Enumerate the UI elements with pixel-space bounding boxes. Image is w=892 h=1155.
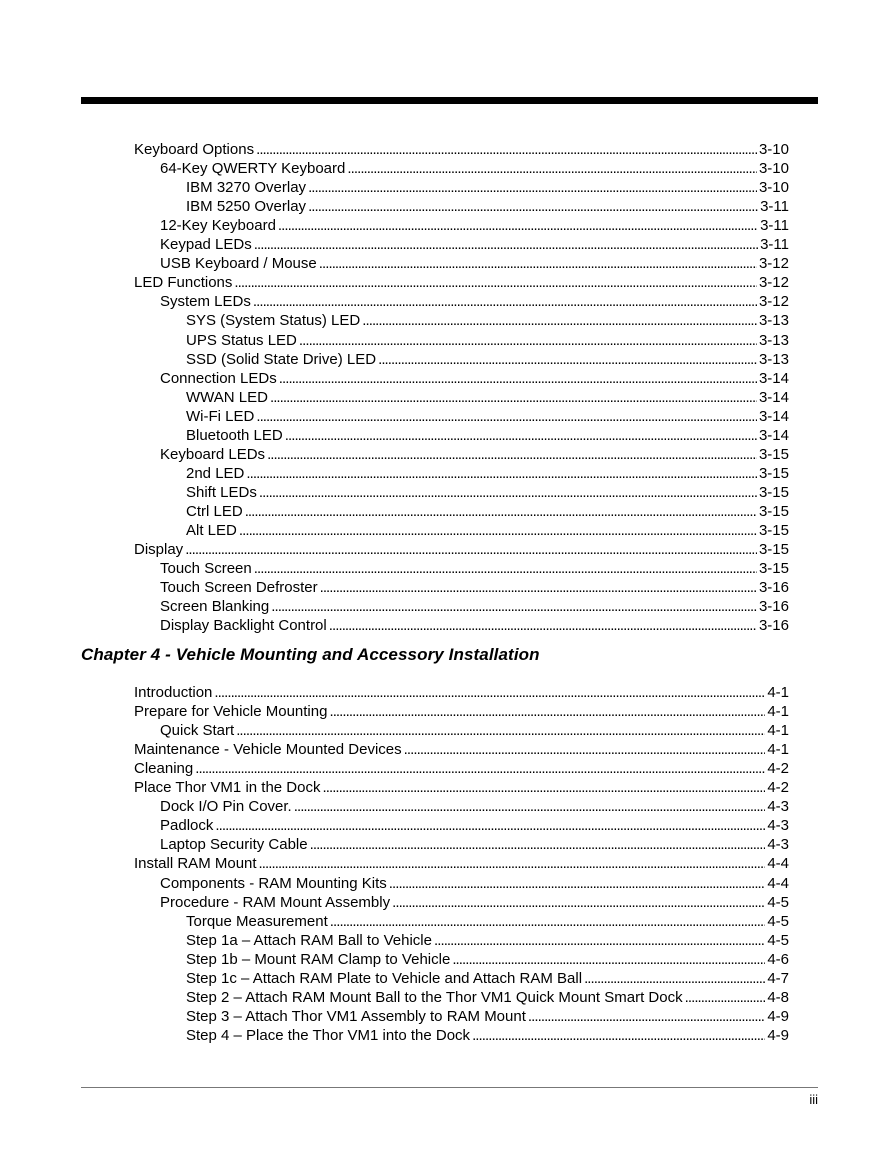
toc-entry[interactable] bbox=[186, 502, 789, 521]
toc-entry-page: 4-1 bbox=[767, 684, 789, 701]
toc-entry-title: Maintenance - Vehicle Mounted Devices bbox=[134, 741, 402, 759]
dot-leader bbox=[246, 464, 757, 483]
toc-entry-title: Padlock bbox=[160, 817, 214, 835]
toc-entry-page: 4-3 bbox=[767, 817, 789, 835]
toc-entry[interactable] bbox=[160, 159, 789, 178]
toc-entry[interactable] bbox=[134, 140, 789, 159]
toc-entry-title: Prepare for Vehicle Mounting bbox=[134, 703, 328, 721]
toc-entry-title: Step 4 – Place the Thor VM1 into the Dock bbox=[186, 1026, 471, 1044]
dot-leader bbox=[404, 740, 766, 759]
toc-entry[interactable] bbox=[134, 778, 789, 797]
dot-leader bbox=[270, 388, 757, 407]
toc-entry[interactable] bbox=[160, 369, 789, 388]
toc-entry-page: 3-15 bbox=[758, 522, 789, 539]
toc-entry-title: Alt LED bbox=[186, 522, 237, 539]
dot-leader bbox=[330, 912, 766, 931]
toc-entry-page: 4-9 bbox=[767, 1026, 789, 1044]
toc-entry[interactable] bbox=[134, 702, 789, 721]
toc-entry[interactable] bbox=[186, 197, 789, 216]
toc-entry-page: 4-2 bbox=[767, 760, 789, 778]
toc-entry-page: 3-13 bbox=[758, 331, 789, 349]
toc-entry-title: 2nd LED bbox=[186, 464, 245, 482]
toc-entry-title: WWAN LED bbox=[186, 388, 268, 406]
toc-entry-page: 3-10 bbox=[758, 160, 789, 178]
toc-entry-title: Step 1b – Mount RAM Clamp to Vehicle bbox=[186, 950, 451, 968]
toc-entry-page: 3-12 bbox=[758, 293, 789, 311]
toc-entry-title: Connection LEDs bbox=[160, 369, 277, 387]
toc-entry[interactable] bbox=[134, 273, 789, 292]
toc-entry-page: 4-4 bbox=[767, 855, 789, 873]
toc-entry-page: 3-16 bbox=[758, 617, 789, 635]
toc-entry[interactable] bbox=[160, 235, 789, 254]
dot-leader bbox=[299, 331, 757, 350]
dot-leader bbox=[322, 778, 765, 797]
toc-entry-title: Step 1a – Attach RAM Ball to Vehicle bbox=[186, 931, 432, 949]
toc-entry[interactable] bbox=[186, 1007, 789, 1026]
toc-entry-page: 3-14 bbox=[758, 369, 789, 387]
toc-entry-title: Wi-Fi LED bbox=[186, 407, 255, 425]
toc-entry-title: Shift LEDs bbox=[186, 483, 257, 501]
toc-entry-page: 3-12 bbox=[758, 255, 789, 273]
toc-entry-title: Procedure - RAM Mount Assembly bbox=[160, 893, 391, 911]
dot-leader bbox=[267, 445, 757, 464]
toc-entry-page: 4-8 bbox=[767, 988, 789, 1006]
toc-entry-page: 4-2 bbox=[767, 779, 789, 797]
dot-leader bbox=[245, 502, 757, 521]
toc-entry-page: 3-15 bbox=[758, 560, 789, 578]
dot-leader bbox=[239, 521, 757, 540]
toc-entry-page: 3-11 bbox=[760, 236, 789, 254]
toc-entry-title: Step 3 – Attach Thor VM1 Assembly to RAM Mount bbox=[186, 1007, 526, 1025]
toc-entry[interactable] bbox=[134, 740, 789, 759]
dot-leader bbox=[320, 578, 757, 597]
toc-entry[interactable] bbox=[160, 797, 789, 816]
toc-entry-title: Install RAM Mount bbox=[134, 855, 257, 873]
dot-leader bbox=[271, 597, 757, 616]
dot-leader bbox=[294, 797, 766, 816]
toc-entry[interactable] bbox=[186, 388, 789, 407]
toc-entry-page: 4-3 bbox=[767, 798, 789, 816]
toc-entry-page: 4-1 bbox=[767, 722, 789, 740]
toc-entry-page: 3-15 bbox=[758, 541, 789, 559]
toc-entry-page: 3-15 bbox=[758, 464, 789, 482]
toc-entry[interactable] bbox=[186, 311, 789, 330]
toc-entry[interactable] bbox=[186, 1026, 789, 1045]
toc-entry-page: 4-1 bbox=[767, 703, 789, 721]
dot-leader bbox=[392, 893, 765, 912]
toc-entry[interactable] bbox=[186, 464, 789, 483]
toc-entry-page: 3-10 bbox=[758, 179, 789, 197]
toc-entry-page: 3-14 bbox=[758, 407, 789, 425]
dot-leader bbox=[259, 483, 757, 502]
toc-entry[interactable] bbox=[160, 893, 789, 912]
toc-entry-page: 3-15 bbox=[758, 483, 789, 501]
dot-leader bbox=[285, 426, 757, 445]
toc-entry-page: 3-11 bbox=[760, 198, 789, 216]
toc-entry-title: Ctrl LED bbox=[186, 502, 243, 520]
toc-entry-page: 3-13 bbox=[758, 350, 789, 368]
toc-entry-page: 4-4 bbox=[767, 874, 789, 892]
toc-entry[interactable] bbox=[134, 683, 789, 702]
dot-leader bbox=[472, 1026, 765, 1045]
dot-leader bbox=[214, 683, 765, 702]
toc-entry-page: 4-7 bbox=[767, 969, 789, 987]
toc-entry-page: 3-14 bbox=[758, 426, 789, 444]
toc-entry[interactable] bbox=[186, 350, 789, 369]
toc-entry[interactable] bbox=[134, 854, 789, 873]
dot-leader bbox=[347, 159, 757, 178]
toc-entry-page: 3-13 bbox=[758, 312, 789, 330]
toc-entry-title: Torque Measurement bbox=[186, 912, 328, 930]
page-number: iii bbox=[809, 1092, 818, 1107]
toc-entry[interactable] bbox=[160, 616, 789, 635]
toc-entry-title: Touch Screen bbox=[160, 560, 252, 578]
toc-entry[interactable] bbox=[160, 874, 789, 893]
toc-entry-page: 3-15 bbox=[758, 502, 789, 520]
toc-entry[interactable] bbox=[160, 597, 789, 616]
dot-leader bbox=[329, 616, 757, 635]
toc-entry[interactable] bbox=[186, 407, 789, 426]
toc-entry-title: UPS Status LED bbox=[186, 331, 297, 349]
toc-entry-title: SSD (Solid State Drive) LED bbox=[186, 350, 377, 368]
toc-entry-title: Keyboard Options bbox=[134, 141, 255, 158]
dot-leader bbox=[528, 1007, 765, 1026]
toc-entry-page: 4-3 bbox=[767, 836, 789, 854]
toc-entry-page: 3-10 bbox=[758, 141, 789, 158]
toc-entry-title: IBM 5250 Overlay bbox=[186, 198, 307, 216]
dot-leader bbox=[310, 835, 766, 854]
toc-entry[interactable] bbox=[186, 912, 789, 931]
toc-entry-title: Keypad LEDs bbox=[160, 236, 252, 254]
toc-entry-title: Screen Blanking bbox=[160, 598, 270, 616]
toc-entry[interactable] bbox=[186, 988, 789, 1007]
toc-entry-page: 3-15 bbox=[758, 445, 789, 463]
toc-entry[interactable] bbox=[160, 578, 789, 597]
toc-entry-title: IBM 3270 Overlay bbox=[186, 179, 307, 197]
dot-leader bbox=[389, 874, 766, 893]
toc-entry-title: Components - RAM Mounting Kits bbox=[160, 874, 387, 892]
toc-entry[interactable] bbox=[160, 816, 789, 835]
toc-entry-page: 3-16 bbox=[758, 579, 789, 597]
toc-entry-page: 3-14 bbox=[758, 388, 789, 406]
toc-entry-title: 12-Key Keyboard bbox=[160, 217, 276, 235]
toc-entry-title: System LEDs bbox=[160, 293, 251, 311]
dot-leader bbox=[319, 254, 757, 273]
footer-rule bbox=[81, 1087, 818, 1088]
dot-leader bbox=[278, 216, 758, 235]
dot-leader bbox=[256, 407, 757, 426]
toc-entry-title: Laptop Security Cable bbox=[160, 836, 308, 854]
toc-entry-title: USB Keyboard / Mouse bbox=[160, 255, 317, 273]
toc-entry[interactable] bbox=[186, 331, 789, 350]
toc-entry[interactable] bbox=[134, 759, 789, 778]
toc-entry[interactable] bbox=[186, 950, 789, 969]
toc-entry-title: 64-Key QWERTY Keyboard bbox=[160, 160, 346, 178]
dot-leader bbox=[215, 816, 765, 835]
toc-entry-title: Dock I/O Pin Cover. bbox=[160, 798, 292, 816]
toc-entry-title: Step 1c – Attach RAM Plate to Vehicle and Attach RAM Ball bbox=[186, 969, 583, 987]
toc-entry-title: Display bbox=[134, 541, 184, 559]
dot-leader bbox=[329, 702, 765, 721]
toc-entry[interactable] bbox=[186, 483, 789, 502]
toc-entry[interactable] bbox=[160, 445, 789, 464]
header-rule bbox=[81, 97, 818, 104]
dot-leader bbox=[195, 759, 765, 778]
dot-leader bbox=[308, 178, 757, 197]
toc-entry-title: SYS (System Status) LED bbox=[186, 312, 361, 330]
dot-leader bbox=[259, 854, 766, 873]
dot-leader bbox=[584, 969, 765, 988]
toc-entry-page: 4-1 bbox=[767, 741, 789, 759]
chapter-heading: Chapter 4 - Vehicle Mounting and Accessory Installation bbox=[81, 645, 540, 664]
dot-leader bbox=[308, 197, 758, 216]
toc-entry[interactable] bbox=[160, 254, 789, 273]
toc-entry-title: Step 2 – Attach RAM Mount Ball to the Thor VM1 Quick Mount Smart Dock bbox=[186, 988, 683, 1006]
toc-entry-page: 4-6 bbox=[767, 950, 789, 968]
toc-entry[interactable] bbox=[186, 426, 789, 445]
toc-entry-title: Keyboard LEDs bbox=[160, 445, 266, 463]
dot-leader bbox=[254, 559, 757, 578]
toc-entry-title: Introduction bbox=[134, 684, 213, 701]
dot-leader bbox=[256, 140, 757, 159]
toc-entry[interactable] bbox=[160, 292, 789, 311]
toc-entry[interactable] bbox=[160, 559, 789, 578]
toc-entry-page: 3-12 bbox=[758, 274, 789, 292]
toc-entry-title: Bluetooth LED bbox=[186, 426, 283, 444]
toc-entry-title: LED Functions bbox=[134, 274, 233, 292]
toc-entry-title: Quick Start bbox=[160, 722, 235, 740]
toc-entry-page: 4-5 bbox=[767, 912, 789, 930]
dot-leader bbox=[253, 292, 757, 311]
toc-entry-page: 3-11 bbox=[760, 217, 789, 235]
dot-leader bbox=[452, 950, 765, 969]
dot-leader bbox=[378, 350, 757, 369]
dot-leader bbox=[234, 273, 757, 292]
toc-entry[interactable] bbox=[160, 835, 789, 854]
toc-entry[interactable] bbox=[186, 178, 789, 197]
dot-leader bbox=[434, 931, 765, 950]
toc-entry[interactable] bbox=[186, 521, 789, 540]
toc-entry-page: 4-5 bbox=[767, 931, 789, 949]
toc-entry[interactable] bbox=[186, 969, 789, 988]
dot-leader bbox=[685, 988, 766, 1007]
toc-entry[interactable] bbox=[186, 931, 789, 950]
toc-entry-title: Place Thor VM1 in the Dock bbox=[134, 779, 321, 797]
toc-entry-title: Cleaning bbox=[134, 760, 194, 778]
toc-entry-title: Display Backlight Control bbox=[160, 617, 327, 635]
dot-leader bbox=[185, 540, 757, 559]
toc-entry-page: 4-9 bbox=[767, 1007, 789, 1025]
toc-entry-page: 4-5 bbox=[767, 893, 789, 911]
toc-entry-page: 3-16 bbox=[758, 598, 789, 616]
dot-leader bbox=[254, 235, 758, 254]
toc-entry[interactable] bbox=[160, 216, 789, 235]
toc-entry[interactable] bbox=[160, 721, 789, 740]
dot-leader bbox=[362, 311, 757, 330]
dot-leader bbox=[279, 369, 757, 388]
toc-entry[interactable] bbox=[134, 540, 789, 559]
toc-entry-title: Touch Screen Defroster bbox=[160, 579, 318, 597]
dot-leader bbox=[236, 721, 765, 740]
